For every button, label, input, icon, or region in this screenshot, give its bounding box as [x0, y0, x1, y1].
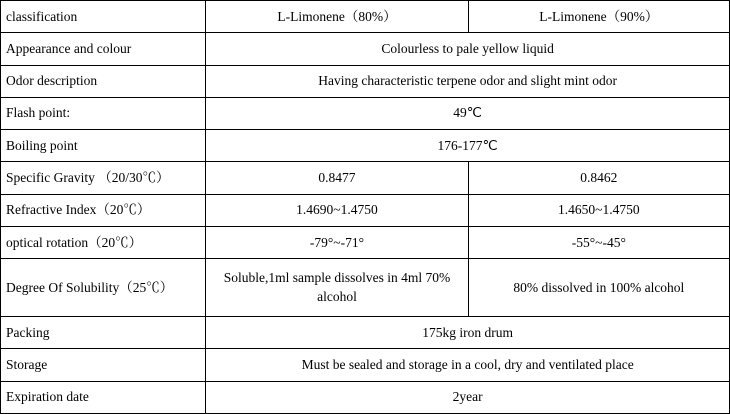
table-row	[1, 227, 730, 259]
table-header-row	[1, 1, 730, 33]
row-label: Specific Gravity （20/30℃）	[1, 162, 206, 194]
row-value-80: -79°~-71°	[206, 227, 468, 259]
table-row	[1, 259, 730, 317]
row-value-merged: 176-177℃	[206, 130, 730, 162]
table-row	[1, 162, 730, 194]
row-label: Flash point:	[1, 97, 206, 129]
row-value-80: 0.8477	[206, 162, 468, 194]
row-value-merged: 2year	[206, 381, 730, 413]
row-value-merged: 49℃	[206, 97, 730, 129]
table-row	[1, 97, 730, 129]
row-label: Expiration date	[1, 381, 206, 413]
row-value-90: 80% dissolved in 100% alcohol	[468, 259, 729, 317]
row-label: Boiling point	[1, 130, 206, 162]
table-row	[1, 194, 730, 226]
column-header-limonene-80: L-Limonene（80%）	[206, 1, 468, 33]
row-value-90: 0.8462	[468, 162, 729, 194]
row-value-90: 1.4650~1.4750	[468, 194, 729, 226]
row-value-80: 1.4690~1.4750	[206, 194, 468, 226]
row-label: Packing	[1, 317, 206, 349]
row-label: Appearance and colour	[1, 33, 206, 65]
table-row	[1, 317, 730, 349]
row-label: Degree Of Solubility（25℃）	[1, 259, 206, 317]
row-label: Storage	[1, 349, 206, 381]
column-header-classification: classification	[1, 1, 206, 33]
table-row	[1, 130, 730, 162]
row-value-90: -55°~-45°	[468, 227, 729, 259]
table-row	[1, 33, 730, 65]
table-row	[1, 65, 730, 97]
row-label: Odor description	[1, 65, 206, 97]
row-value-merged: Must be sealed and storage in a cool, dry and ventilated place	[206, 349, 730, 381]
row-value-80: Soluble,1ml sample dissolves in 4ml 70% alcohol	[206, 259, 468, 317]
row-value-merged: Colourless to pale yellow liquid	[206, 33, 730, 65]
table-row	[1, 381, 730, 413]
row-value-merged: Having characteristic terpene odor and slight mint odor	[206, 65, 730, 97]
row-value-merged: 175kg iron drum	[206, 317, 730, 349]
row-label: optical rotation（20℃）	[1, 227, 206, 259]
table-row	[1, 349, 730, 381]
column-header-limonene-90: L-Limonene（90%）	[468, 1, 729, 33]
row-label: Refractive Index（20℃）	[1, 194, 206, 226]
